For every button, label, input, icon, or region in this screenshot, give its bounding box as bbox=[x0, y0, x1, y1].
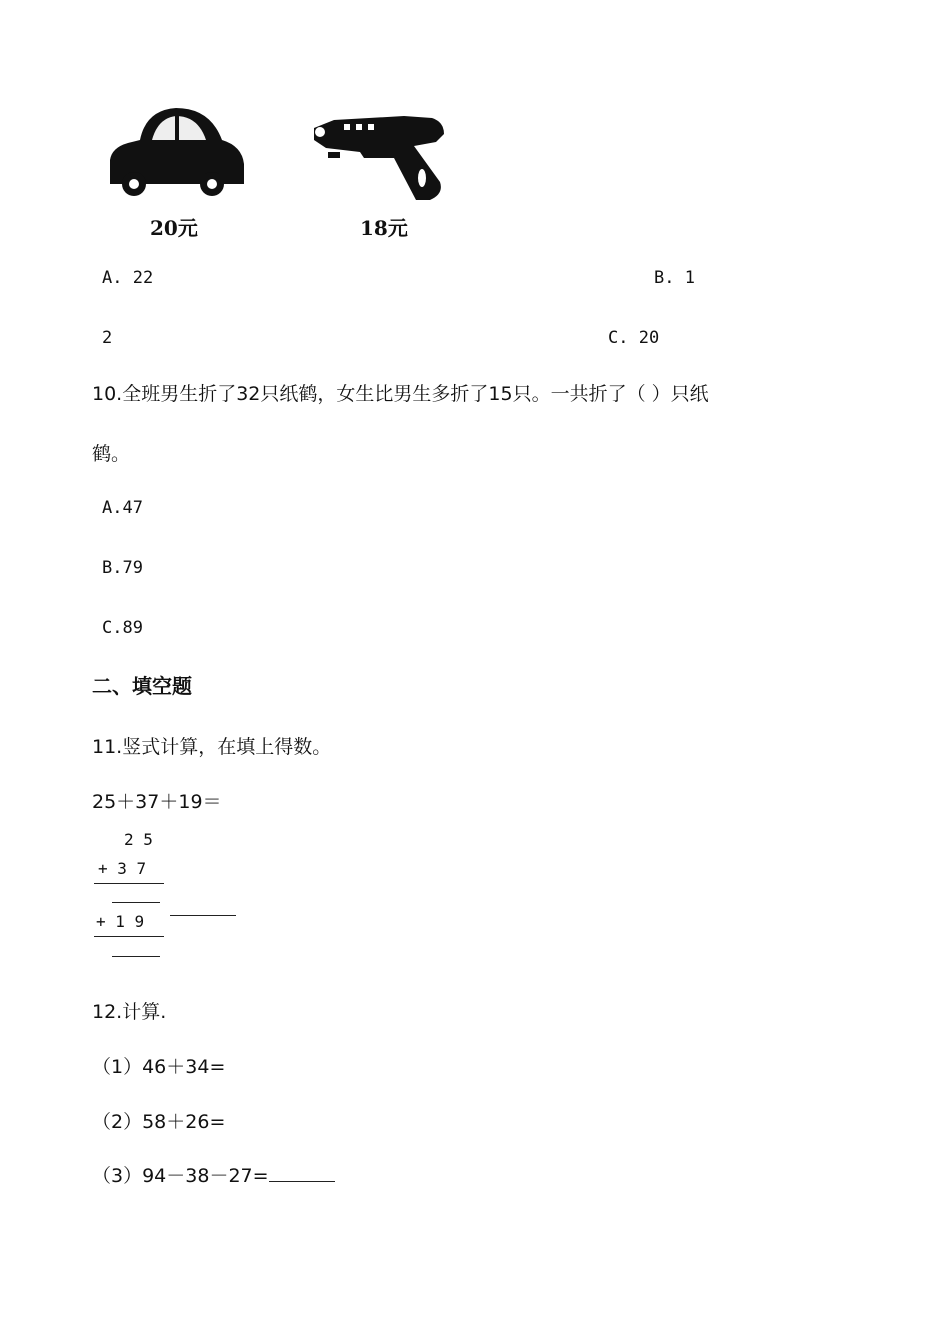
q12-text: 12.计算. bbox=[92, 1001, 167, 1023]
q9-option-c[interactable]: C. 20 bbox=[608, 328, 660, 348]
q9-option-a[interactable]: A. 22 bbox=[102, 268, 154, 288]
vertical-line-4 bbox=[112, 956, 160, 957]
car-price: 20元 bbox=[150, 216, 198, 240]
gun-price: 18元 bbox=[360, 216, 408, 240]
vertical-line-1 bbox=[94, 883, 164, 884]
vertical-row-2: + 3 7 bbox=[98, 859, 147, 878]
answer-blank[interactable] bbox=[170, 915, 236, 916]
toy-car-icon bbox=[102, 100, 248, 200]
q11-text: 11.竖式计算，在填上得数。 bbox=[92, 736, 332, 758]
q10-option-b[interactable]: B.79 bbox=[102, 558, 143, 578]
q12-answer-blank[interactable] bbox=[269, 1163, 335, 1182]
vertical-row-3: + 1 9 bbox=[96, 912, 145, 931]
q9-option-b[interactable]: B. 1 bbox=[654, 268, 695, 288]
vertical-line-2 bbox=[112, 902, 160, 903]
section-title: 二、填空题 bbox=[92, 674, 192, 698]
q12-item-3 bbox=[92, 1163, 335, 1189]
q12-item-2: （2）58＋26= bbox=[92, 1111, 226, 1133]
q10-option-c[interactable]: C.89 bbox=[102, 618, 143, 638]
toy-car-image bbox=[102, 100, 248, 200]
q10-text-line2: 鹤。 bbox=[92, 443, 131, 465]
q9-option-b-continuation: 2 bbox=[102, 328, 113, 348]
vertical-line-3 bbox=[94, 936, 164, 937]
q12-item-1: （1）46＋34= bbox=[92, 1056, 226, 1078]
q10-text-line1: 10.全班男生折了32只纸鹤，女生比男生多折了15只。一共折了（ ）只纸 bbox=[92, 383, 709, 405]
vertical-row-1: 2 5 bbox=[124, 830, 153, 849]
q12-item-3-label: （3）94－38－27= bbox=[92, 1165, 269, 1187]
q11-expression: 25＋37＋19＝ bbox=[92, 791, 222, 813]
q10-option-a[interactable]: A.47 bbox=[102, 498, 143, 518]
toy-gun-image bbox=[304, 108, 454, 204]
toy-gun-icon bbox=[304, 108, 454, 204]
